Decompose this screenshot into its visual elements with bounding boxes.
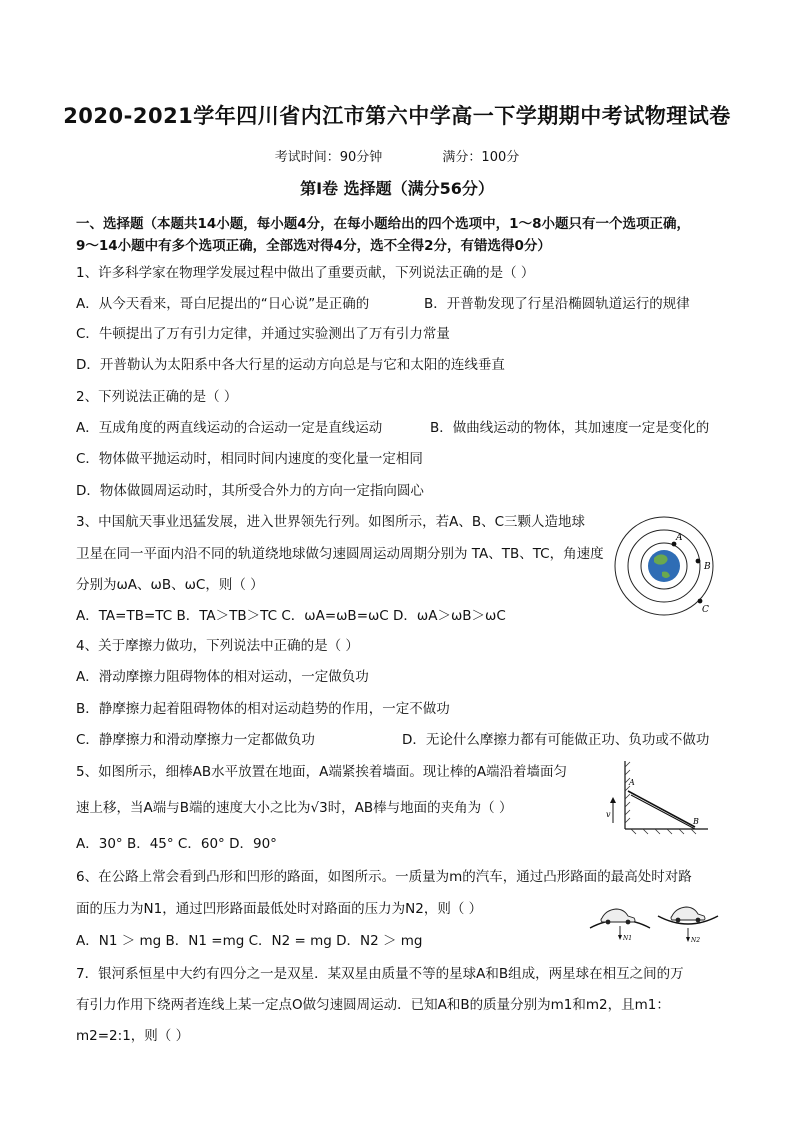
q4-option-b: B．静摩擦力起着阻碍物体的相对运动趋势的作用，一定不做功 (76, 701, 450, 717)
instructions-line-1: 一、选择题（本题共14小题，每小题4分，在每小题给出的四个选项中，1～8小题只有一个选项正确， (76, 216, 690, 232)
car-wheel-icon (696, 918, 701, 923)
exam-time: 考试时间：90分钟 (274, 150, 383, 165)
q1-option-d: D．开普勒认为太阳系中各大行星的运动方向总是与它和太阳的连线垂直 (76, 357, 505, 373)
q2-option-d: D．物体做圆周运动时，其所受合外力的方向一定指向圆心 (76, 483, 424, 499)
road-cars-diagram (588, 898, 722, 948)
car-icon (601, 909, 635, 922)
q4-option-a: A．滑动摩擦力阻碍物体的相对运动，一定做负功 (76, 669, 369, 685)
q2-option-b: B．做曲线运动的物体，其加速度一定是变化的 (430, 420, 710, 436)
q3-line-1: 3、中国航天事业迅猛发展，进入世界领先行列。如图所示，若A、B、C三颗人造地球 (76, 514, 586, 530)
label-c: C (702, 605, 709, 615)
rod-ab (628, 791, 695, 827)
q1-option-b: B．开普勒发现了行星沿椭圆轨道运行的规律 (424, 296, 690, 312)
orbit-diagram (612, 512, 722, 618)
q5-options: A．30° B．45° C．60° D．90° (76, 836, 277, 852)
car-wheel-icon (676, 918, 681, 923)
q6-line-2: 面的压力为N1，通过凹形路面最低处时对路面的压力为N2，则（ ） (76, 901, 483, 917)
exam-title: 2020-2021学年四川省内江市第六中学高一下学期期中考试物理试卷 (63, 104, 731, 128)
q2-stem: 2、下列说法正确的是（ ） (76, 389, 238, 405)
rod-wall-diagram (603, 757, 713, 835)
q4-stem: 4、关于摩擦力做功，下列说法中正确的是（ ） (76, 638, 359, 654)
ground-hatching (631, 829, 696, 834)
section-heading: 第Ⅰ卷 选择题（满分56分） (300, 179, 494, 198)
q7-line-1: 7．银河系恒星中大约有四分之一是双星．某双星由质量不等的星球A和B组成，两星球在相互之间的万 (76, 966, 684, 982)
instructions-line-2: 9～14小题中有多个选项正确，全部选对得4分，选不全得2分，有错选得0分） (76, 238, 551, 254)
q1-stem: 1、许多科学家在物理学发展过程中做出了重要贡献，下列说法正确的是（ ） (76, 265, 535, 281)
q1-option-c: C．牛顿提出了万有引力定律，并通过实验测出了万有引力常量 (76, 326, 450, 342)
q6-options: A．N1 ＞ mg B．N1 =mg C．N2 = mg D．N2 ＞ mg (76, 933, 423, 949)
q3-line-3: 分别为ωA、ωB、ωC，则（ ） (76, 577, 264, 593)
label-v: v (606, 810, 611, 819)
q1-option-a: A．从今天看来，哥白尼提出的“日心说”是正确的 (76, 296, 370, 312)
exam-score: 满分：100分 (442, 150, 520, 165)
satellite-c (698, 599, 703, 604)
label-a: A (676, 533, 683, 543)
car-wheel-icon (626, 920, 631, 925)
q5-line-2: 速上移，当A端与B端的速度大小之比为√3时，AB棒与地面的夹角为（ ） (76, 800, 513, 816)
label-a: A (629, 778, 635, 787)
q6-line-1: 6、在公路上常会看到凸形和凹形的路面，如图所示。一质量为m的汽车，通过凸形路面的最高处时对路 (76, 869, 692, 885)
q2-option-c: C．物体做平抛运动时，相同时间内速度的变化量一定相同 (76, 451, 423, 467)
arrow-up-icon (610, 797, 616, 803)
car-icon (671, 907, 705, 920)
q5-line-1: 5、如图所示，细棒AB水平放置在地面，A端紧挨着墙面。现让棒的A端沿着墙面匀 (76, 764, 568, 780)
q3-line-2: 卫星在同一平面内沿不同的轨道绕地球做匀速圆周运动周期分别为 TA、TB、TC，角速度 (76, 546, 604, 562)
rod-ab-edge (631, 795, 695, 829)
q4-option-c: C．静摩擦力和滑动摩擦力一定都做负功 (76, 732, 315, 748)
satellite-b (696, 559, 701, 564)
q3-options: A．TA=TB=TC B．TA＞TB＞TC C．ωA=ωB=ωC D．ωA＞ωB＞ωC (76, 608, 506, 624)
label-n2: N2 (691, 937, 701, 944)
label-b: B (693, 817, 699, 826)
label-b: B (704, 562, 711, 572)
car-wheel-icon (606, 920, 611, 925)
arrow-down-icon (686, 937, 690, 942)
exam-meta (0, 146, 794, 165)
label-n1: N1 (623, 935, 633, 942)
q7-line-2: 有引力作用下绕两者连线上某一定点O做匀速圆周运动．已知A和B的质量分别为m1和m2，且m1： (76, 997, 670, 1013)
arrow-down-icon (618, 935, 622, 940)
q7-line-3: m2=2:1，则（ ） (76, 1028, 190, 1044)
q2-option-a: A．互成角度的两直线运动的合运动一定是直线运动 (76, 420, 383, 436)
q4-option-d: D．无论什么摩擦力都有可能做正功、负功或不做功 (402, 732, 710, 748)
